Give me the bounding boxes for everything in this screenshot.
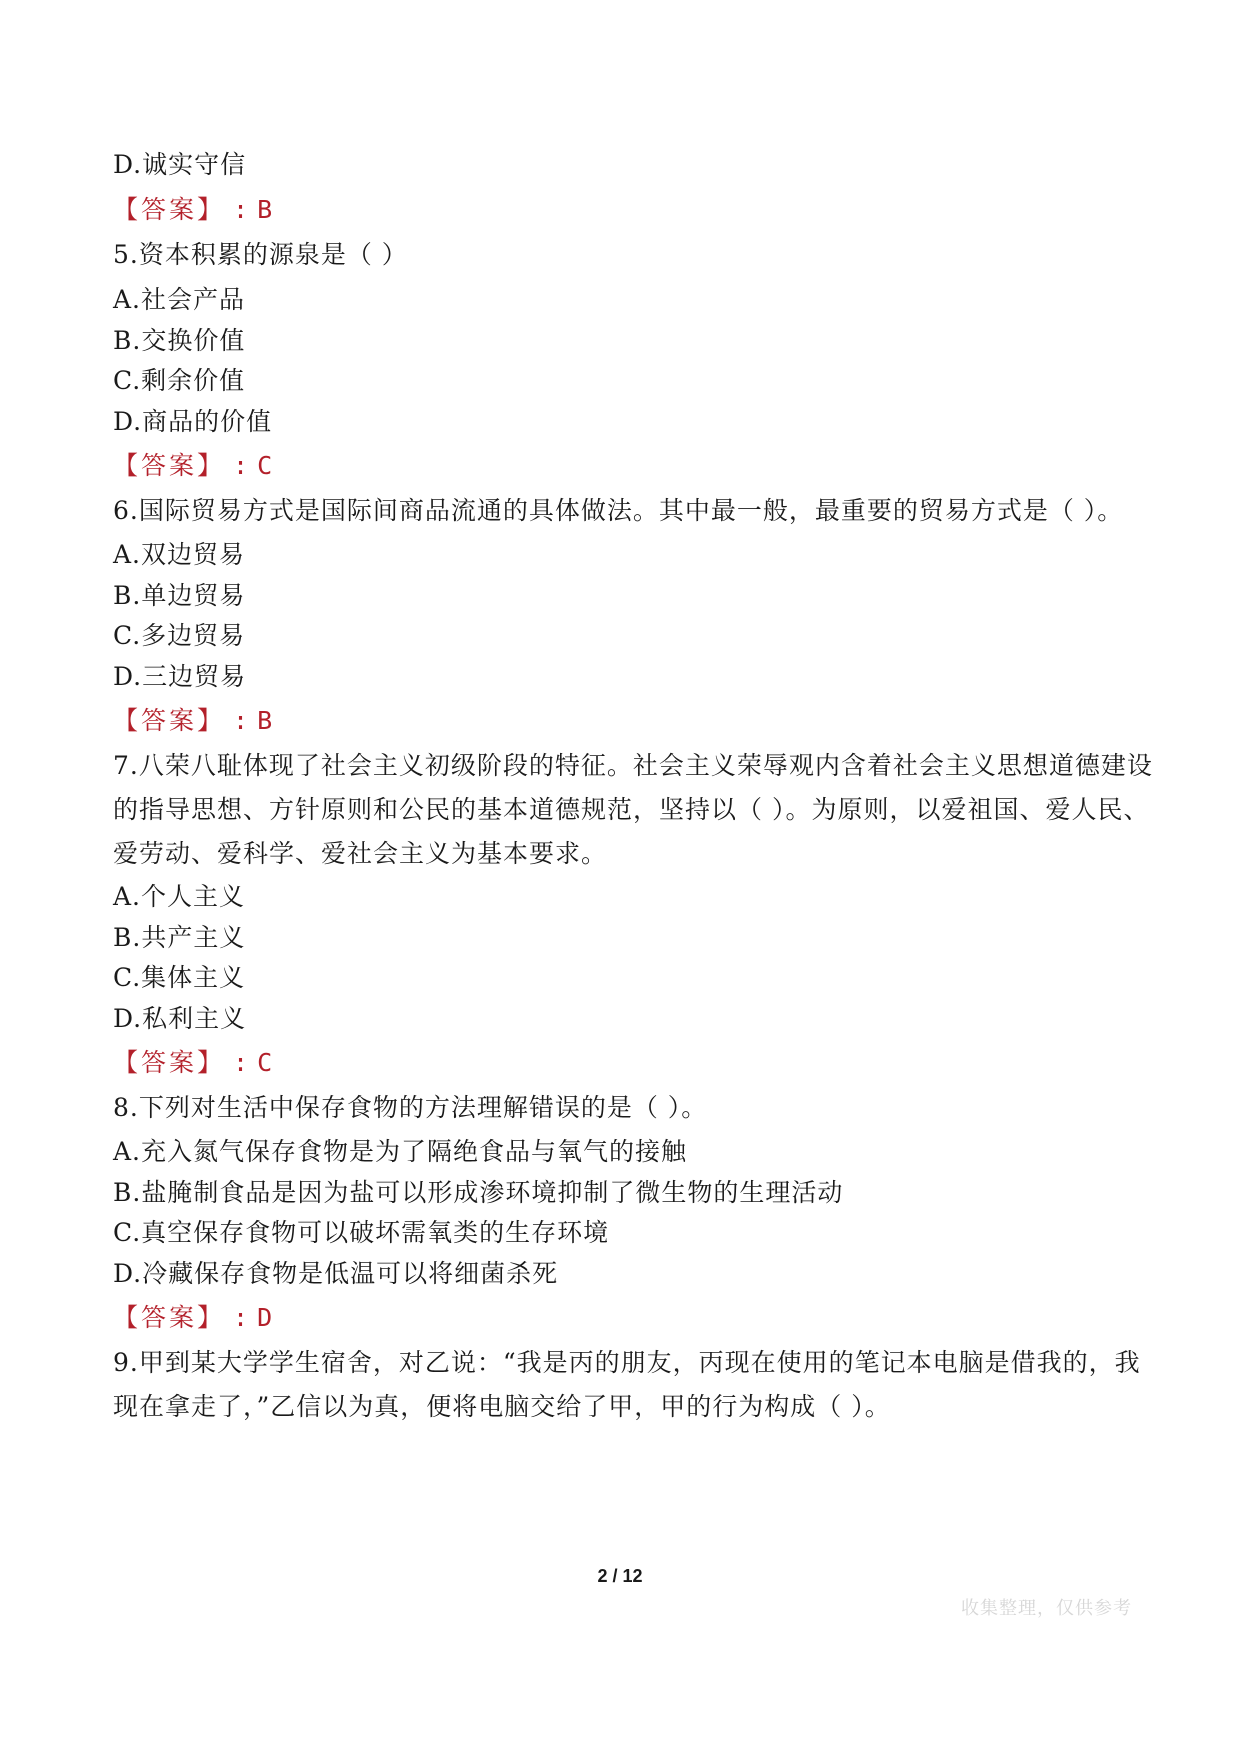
q6-option-c: C.多边贸易 [113, 621, 246, 650]
q6-answer [113, 704, 273, 738]
answer-value: D [257, 1303, 274, 1332]
q8-option-c: C.真空保存食物可以破坏需氧类的生存环境 [113, 1218, 610, 1247]
answer-separator: : [233, 706, 250, 735]
answer-label: 【答案】 [113, 1303, 226, 1332]
q5-option-a: A.社会产品 [113, 285, 246, 314]
answer-value: B [257, 195, 274, 224]
q7-stem-line-1: 7.八荣八耻体现了社会主义初级阶段的特征。社会主义荣辱观内含着社会主义思想道德建设 [113, 751, 1153, 780]
answer-separator: : [233, 1048, 250, 1077]
q7-option-b: B.共产主义 [113, 923, 246, 952]
q5-stem: 5.资本积累的源泉是（ ） [113, 240, 408, 269]
answer-separator: : [233, 195, 250, 224]
q6-option-b: B.单边贸易 [113, 581, 246, 610]
q5-option-b: B.交换价值 [113, 326, 246, 355]
q8-answer [113, 1301, 273, 1335]
answer-label: 【答案】 [113, 451, 226, 480]
q5-answer [113, 449, 273, 483]
answer-value: C [257, 1048, 274, 1077]
q7-option-a: A.个人主义 [113, 882, 246, 911]
answer-label: 【答案】 [113, 1048, 226, 1077]
q7-option-c: C.集体主义 [113, 963, 246, 992]
q8-option-a: A.充入氮气保存食物是为了隔绝食品与氧气的接触 [113, 1137, 688, 1166]
answer-value: B [257, 706, 274, 735]
q8-option-d: D.冷藏保存食物是低温可以将细菌杀死 [113, 1259, 559, 1288]
q8-option-b: B.盐腌制食品是因为盐可以形成渗环境抑制了微生物的生理活动 [113, 1178, 844, 1207]
answer-separator: : [233, 1303, 250, 1332]
q6-stem: 6.国际贸易方式是国际间商品流通的具体做法。其中最一般，最重要的贸易方式是（ ）。 [113, 496, 1124, 525]
q5-option-c: C.剩余价值 [113, 366, 246, 395]
answer-value: C [257, 451, 274, 480]
q6-option-d: D.三边贸易 [113, 662, 247, 691]
q5-option-d: D.商品的价值 [113, 407, 273, 436]
q4-option-d: D.诚实守信 [113, 150, 247, 179]
answer-label: 【答案】 [113, 195, 226, 224]
answer-label: 【答案】 [113, 706, 226, 735]
answer-separator: : [233, 451, 250, 480]
q9-stem-line-2: 现在拿走了，”乙信以为真，便将电脑交给了甲，甲的行为构成（ ）。 [113, 1392, 891, 1421]
q4-answer [113, 193, 273, 227]
watermark-text: 收集整理，仅供参考 [961, 1598, 1132, 1619]
q6-option-a: A.双边贸易 [113, 540, 246, 569]
q7-option-d: D.私利主义 [113, 1004, 247, 1033]
page-indicator: 2 / 12 [597, 1566, 643, 1586]
q7-answer [113, 1046, 273, 1080]
q7-stem-line-3: 爱劳动、爱科学、爱社会主义为基本要求。 [113, 839, 608, 868]
q9-stem-line-1: 9.甲到某大学学生宿舍，对乙说：“我是丙的朋友，丙现在使用的笔记本电脑是借我的，我 [113, 1348, 1141, 1377]
q7-stem-line-2: 的指导思想、方针原则和公民的基本道德规范，坚持以（ ）。为原则，以爱祖国、爱人民、 [113, 795, 1150, 824]
q8-stem: 8.下列对生活中保存食物的方法理解错误的是（ ）。 [113, 1093, 708, 1122]
